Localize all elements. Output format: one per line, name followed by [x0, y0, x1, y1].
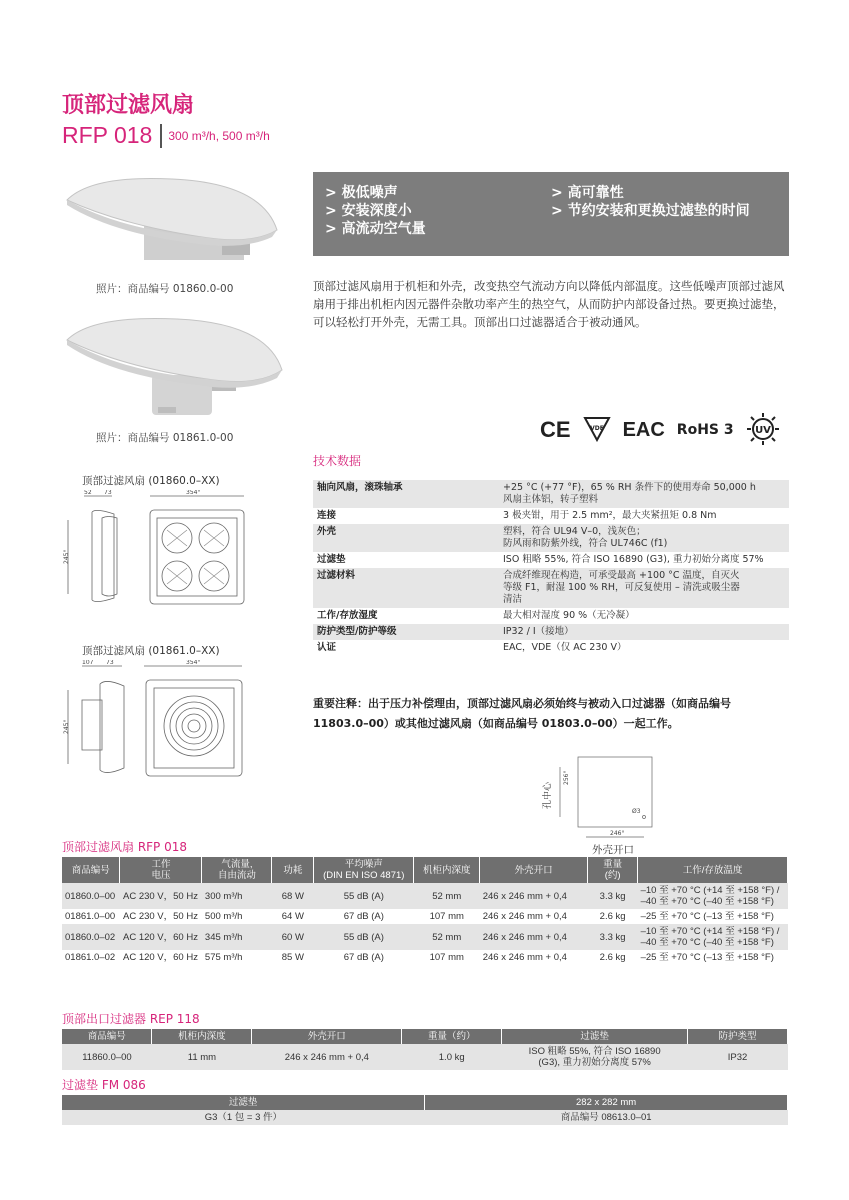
page-title: 顶部过滤风扇	[62, 93, 195, 118]
rep-table-title: 顶部出口过滤器 REP 118	[62, 1012, 200, 1026]
uv-mark-text: UV	[754, 424, 771, 436]
table-cell: 107 mm	[429, 911, 464, 922]
tech-value: 3 极夹钳，用于 2.5 mm²，最大夹紧扭矩 0.8 Nm	[503, 510, 717, 521]
fan_table-header: 重量 (约)	[588, 857, 638, 883]
table-cell: 11 mm	[152, 1044, 252, 1070]
vde-mark-icon	[583, 416, 611, 445]
tech-key: 过滤材料	[313, 568, 499, 608]
features-box	[313, 172, 789, 256]
technical-drawing-01860	[62, 490, 262, 625]
fan_table-header: 功耗	[272, 857, 314, 883]
table-cell: 商品编号 08613.0–01	[425, 1110, 788, 1125]
drawing-2-title: 顶部过滤风扇 (01861.0–XX)	[82, 645, 220, 657]
vde-mark-text: VDE	[589, 424, 604, 432]
tech-key: 轴向风扇，滚珠轴承	[313, 480, 499, 508]
table-cell: 01860.0–00	[62, 883, 120, 909]
fm-spec-table	[62, 1095, 788, 1125]
table-cell: 64 W	[281, 911, 304, 922]
tech-row	[313, 624, 789, 640]
certification-logos	[540, 412, 790, 448]
table-cell: –10 至 +70 °C (+14 至 +158 °F) / –40 至 +70 °C (–40 至 +158 °F)	[638, 924, 788, 950]
tech-key: 工作/存放湿度	[317, 610, 378, 621]
photo-caption-2: 照片：商品编号 01861.0-00	[96, 432, 234, 444]
fan_table-header: 平均噪声 (DIN EN ISO 4871)	[314, 857, 414, 883]
table-cell: 1.0 kg	[402, 1044, 502, 1070]
table-cell: AC 230 V，50 Hz	[120, 883, 202, 909]
table-cell: 11860.0–00	[62, 1044, 152, 1070]
rohs-mark-icon: RoHS 3	[676, 422, 734, 438]
drawing-1-dim-width: 354°	[186, 490, 201, 496]
tech-key: 外壳	[313, 524, 499, 552]
fan_table-header: 工作/存放温度	[638, 857, 788, 883]
feature-item: > 安装深度小	[325, 203, 412, 219]
table-cell: AC 120 V，60 Hz	[122, 952, 198, 963]
fan_table-header: 商品编号	[62, 857, 120, 883]
table-cell: 2.6 kg	[599, 952, 626, 963]
table-row	[62, 950, 788, 965]
table-cell: 345 m³/h	[202, 924, 272, 950]
table-cell: 246 x 246 mm + 0,4	[480, 924, 588, 950]
divider	[160, 124, 162, 148]
table-cell: G3（1 包 = 3 件）	[62, 1110, 425, 1125]
drawing-2-dim-depth: 107	[82, 660, 94, 666]
tech-row	[313, 552, 789, 568]
rep_table-header: 防护类型	[688, 1029, 788, 1044]
table-cell: 52 mm	[414, 924, 480, 950]
table-cell: 85 W	[281, 952, 304, 963]
table-cell: 55 dB (A)	[314, 924, 414, 950]
technical-drawing-01861	[62, 660, 262, 790]
tech-row	[313, 568, 789, 608]
drawing-1-dim-side: 245°	[63, 549, 70, 564]
table-cell: 52 mm	[414, 883, 480, 909]
table-cell: 246 x 246 mm + 0,4	[252, 1044, 402, 1070]
ce-mark-icon: CE	[540, 417, 571, 442]
table-cell: AC 120 V，60 Hz	[120, 924, 202, 950]
fan-spec-table	[62, 857, 788, 965]
table-cell: IP32	[688, 1044, 788, 1070]
feature-item: > 极低噪声	[325, 185, 398, 201]
rep_table-header: 过滤垫	[502, 1029, 688, 1044]
fan_table-header: 工作 电压	[120, 857, 202, 883]
table-cell: 01861.0–02	[65, 952, 116, 963]
tech-value: ISO 粗略 55%, 符合 ISO 16890 (G3), 重力初始分离度 57%	[503, 554, 764, 565]
table-row	[62, 1044, 788, 1070]
fm_table-header: 过滤垫	[62, 1095, 425, 1110]
product-description: 顶部过滤风扇用于机柜和外壳，改变热空气流动方向以降低内部温度。这些低噪声顶部过滤风扇用于排出机柜内因元器件杂散功率产生的热空气，从而防护内部设备过热。要更换过滤垫，可以轻松打开外壳，无需工具。顶部出口过滤器适合于被动通风。	[313, 279, 785, 329]
tech-row	[313, 640, 789, 656]
table-cell: –25 至 +70 °C (–13 至 +158 °F)	[640, 952, 774, 963]
rep_table-header: 外壳开口	[252, 1029, 402, 1044]
table-cell: 67 dB (A)	[343, 911, 384, 922]
tech-value: 塑料，符合 UL94 V–0，浅灰色； 防风雨和防紫外线，符合 UL746C (f1)	[499, 524, 789, 552]
table-cell: 246 x 246 mm + 0,4	[482, 911, 567, 922]
table-cell: 01860.0–02	[62, 924, 120, 950]
table-cell: 246 x 246 mm + 0,4	[480, 883, 588, 909]
tech-data-table	[313, 480, 789, 656]
tech-row	[313, 608, 789, 624]
table-cell: 3.3 kg	[588, 883, 638, 909]
rep_table-header: 机柜内深度	[152, 1029, 252, 1044]
table-cell: 500 m³/h	[204, 911, 243, 922]
drawing-2-dim-width: 354°	[186, 660, 201, 666]
table-cell: 246 x 246 mm + 0,4	[482, 952, 567, 963]
table-cell: 01861.0–00	[65, 911, 116, 922]
feature-item: > 节约安装和更换过滤垫的时间	[551, 203, 750, 219]
table-row	[62, 1110, 788, 1125]
fan_table-header: 机柜内深度	[414, 857, 480, 883]
table-cell: –10 至 +70 °C (+14 至 +158 °F) / –40 至 +70 °C (–40 至 +158 °F)	[638, 883, 788, 909]
fan_table-header: 气流量, 自由流动	[202, 857, 272, 883]
table-cell: 60 W	[272, 924, 314, 950]
fan_table-header: 外壳开口	[480, 857, 588, 883]
cutout-dim-height: 256°	[563, 770, 570, 785]
tech-value: +25 °C (+77 °F)，65 % RH 条件下的使用寿命 50,000 h 风扇主体铝，转子塑料	[499, 480, 789, 508]
table-cell: 107 mm	[429, 952, 464, 963]
rep_table-header: 重量（约）	[402, 1029, 502, 1044]
important-note: 重要注释：出于压力补偿理由，顶部过滤风扇必须始终与被动入口过滤器（如商品编号 11803.0–00）或其他过滤风扇（如商品编号 01803.0–00）一起工作。	[313, 697, 731, 730]
tech-value: IP32 / I（接地）	[499, 624, 789, 640]
table-cell: 575 m³/h	[204, 952, 243, 963]
drawing-1-title: 顶部过滤风扇 (01860.0–XX)	[82, 475, 220, 487]
eac-mark-icon: EAC	[622, 418, 665, 441]
cutout-label: 外壳开口	[592, 844, 634, 856]
tech-value: 最大相对湿度 90 %（无冷凝）	[503, 610, 635, 621]
rep_table-header: 商品编号	[62, 1029, 152, 1044]
features-left	[325, 184, 551, 244]
feature-item: > 高流动空气量	[325, 221, 426, 237]
features-right	[551, 184, 777, 244]
drawing-2-dim-height: 73	[106, 660, 114, 666]
table-row	[62, 883, 788, 909]
table-cell: 55 dB (A)	[314, 883, 414, 909]
product-photo-01860	[62, 175, 282, 275]
table-cell: 3.3 kg	[588, 924, 638, 950]
tech-key: 连接	[317, 510, 337, 521]
tech-value: 合成纤维现在构造，可承受最高 +100 °C 温度，自灭火 等级 F1，耐湿 100 % RH，可反复使用 – 清洗或吸尘器 清洁	[499, 568, 789, 608]
tech-key: 认证	[317, 642, 337, 653]
cutout-hole-center-label: 孔中心	[543, 781, 553, 809]
tech-key: 过滤垫	[317, 554, 346, 565]
photo-caption-1: 照片：商品编号 01860.0-00	[96, 283, 234, 295]
table-row	[62, 909, 788, 924]
tech-data-title: 技术数据	[313, 454, 362, 468]
tech-value: EAC，VDE（仅 AC 230 V）	[503, 642, 627, 653]
drawing-2-dim-side: 245°	[63, 719, 70, 734]
drawing-1-dim-depth: 52	[84, 490, 92, 496]
product-photo-01861	[62, 315, 287, 425]
table-cell: 2.6 kg	[599, 911, 626, 922]
feature-item: > 高可靠性	[551, 185, 624, 201]
fan-table-title: 顶部过滤风扇 RFP 018	[62, 840, 188, 854]
tech-row	[313, 480, 789, 508]
tech-row	[313, 508, 789, 524]
uv-resistant-icon	[746, 412, 780, 449]
airflow-values: 300 m³/h, 500 m³/h	[168, 128, 270, 143]
fm-table-title: 过滤垫 FM 086	[62, 1078, 146, 1092]
table-cell: ISO 粗略 55%, 符合 ISO 16890 (G3), 重力初始分离度 57%	[502, 1044, 688, 1070]
tech-row	[313, 524, 789, 552]
table-cell: 300 m³/h	[202, 883, 272, 909]
cutout-drawing	[530, 745, 670, 845]
tech-key: 防护类型/防护等级	[313, 624, 499, 640]
model-name: RFP 018	[62, 122, 153, 148]
table-cell: –25 至 +70 °C (–13 至 +158 °F)	[640, 911, 774, 922]
fm_table-header: 282 x 282 mm	[425, 1095, 788, 1110]
table-cell: 67 dB (A)	[343, 952, 384, 963]
cutout-dim-width: 246°	[610, 830, 625, 837]
table-cell: 68 W	[272, 883, 314, 909]
model-line	[62, 122, 270, 149]
rep-spec-table	[62, 1029, 788, 1070]
table-cell: AC 230 V，50 Hz	[122, 911, 198, 922]
drawing-1-dim-height: 73	[104, 490, 112, 496]
table-row	[62, 924, 788, 950]
cutout-dim-hole: Ø3	[632, 808, 641, 815]
